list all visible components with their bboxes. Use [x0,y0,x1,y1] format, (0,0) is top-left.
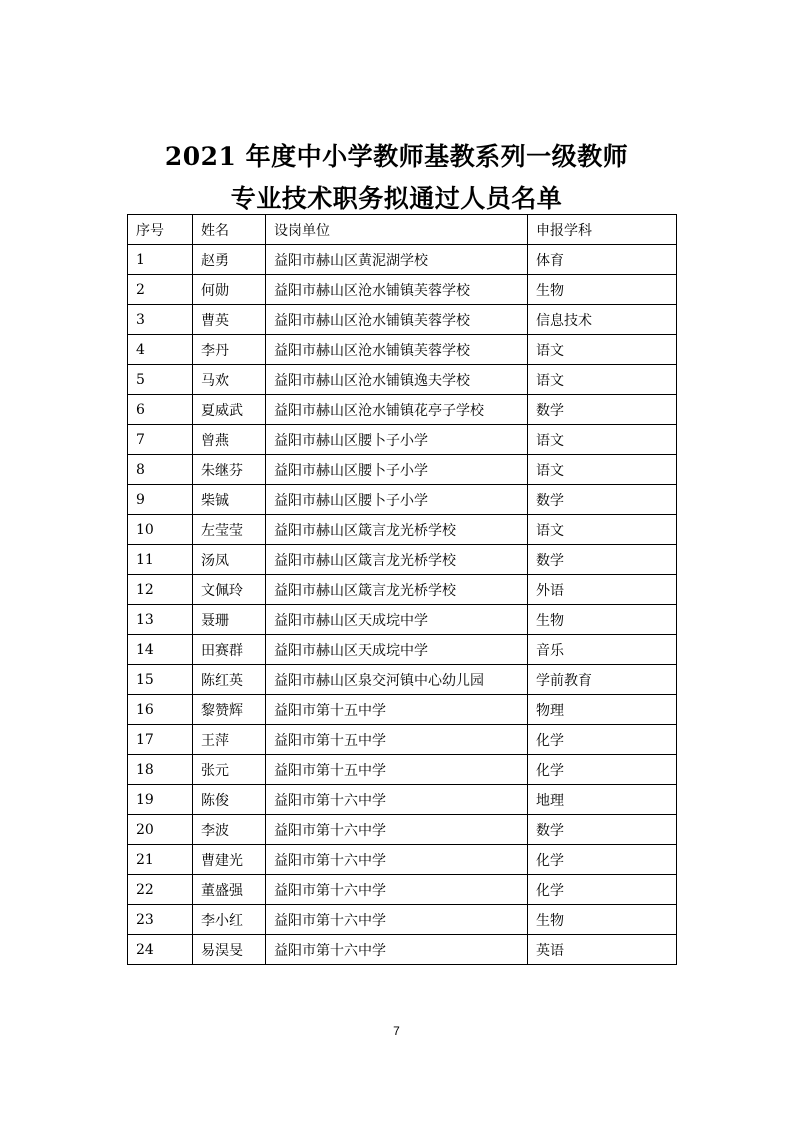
cell-subject: 语文 [528,515,677,545]
cell-number: 21 [128,845,193,875]
cell-number: 22 [128,875,193,905]
cell-name: 夏威武 [193,395,266,425]
cell-unit: 益阳市赫山区天成垸中学 [266,605,528,635]
cell-number: 2 [128,275,193,305]
cell-unit: 益阳市赫山区沧水铺镇芙蓉学校 [266,305,528,335]
cell-subject: 化学 [528,845,677,875]
table-row [128,305,677,335]
cell-unit: 益阳市第十六中学 [266,785,528,815]
cell-name: 汤凤 [193,545,266,575]
table-row [128,845,677,875]
roster-table [127,214,677,965]
cell-subject: 体育 [528,245,677,275]
table-row [128,725,677,755]
cell-unit: 益阳市第十六中学 [266,815,528,845]
table-row [128,755,677,785]
table-row [128,575,677,605]
cell-number: 6 [128,395,193,425]
table-row [128,815,677,845]
header-name: 姓名 [193,215,266,245]
cell-unit: 益阳市第十六中学 [266,875,528,905]
cell-number: 18 [128,755,193,785]
cell-subject: 英语 [528,935,677,965]
cell-name: 赵勇 [193,245,266,275]
header-unit: 设岗单位 [266,215,528,245]
cell-unit: 益阳市赫山区沧水铺镇芙蓉学校 [266,335,528,365]
cell-unit: 益阳市赫山区腰卜子小学 [266,485,528,515]
cell-subject: 生物 [528,605,677,635]
cell-subject: 学前教育 [528,665,677,695]
cell-unit: 益阳市赫山区黄泥湖学校 [266,245,528,275]
cell-name: 柴铖 [193,485,266,515]
cell-number: 5 [128,365,193,395]
cell-subject: 信息技术 [528,305,677,335]
cell-name: 李丹 [193,335,266,365]
cell-name: 朱继芬 [193,455,266,485]
cell-number: 3 [128,305,193,335]
cell-number: 1 [128,245,193,275]
cell-subject: 化学 [528,755,677,785]
cell-number: 10 [128,515,193,545]
table-row [128,455,677,485]
table-row [128,365,677,395]
cell-unit: 益阳市第十五中学 [266,725,528,755]
cell-number: 13 [128,605,193,635]
table-row [128,635,677,665]
cell-number: 12 [128,575,193,605]
cell-unit: 益阳市赫山区箴言龙光桥学校 [266,575,528,605]
cell-unit: 益阳市赫山区沧水铺镇逸夫学校 [266,365,528,395]
cell-subject: 物理 [528,695,677,725]
cell-number: 15 [128,665,193,695]
table-row [128,605,677,635]
title-line-1: 2021 年度中小学教师基教系列一级教师 [164,142,629,171]
table-row [128,395,677,425]
cell-name: 陈红英 [193,665,266,695]
table-row [128,785,677,815]
table-row [128,695,677,725]
cell-unit: 益阳市第十五中学 [266,755,528,785]
table-row [128,275,677,305]
cell-name: 张元 [193,755,266,785]
cell-unit: 益阳市第十六中学 [266,845,528,875]
cell-unit: 益阳市赫山区天成垸中学 [266,635,528,665]
table-row [128,335,677,365]
cell-subject: 生物 [528,905,677,935]
cell-name: 曾燕 [193,425,266,455]
cell-subject: 语文 [528,455,677,485]
cell-unit: 益阳市赫山区泉交河镇中心幼儿园 [266,665,528,695]
cell-name: 马欢 [193,365,266,395]
cell-name: 文佩玲 [193,575,266,605]
cell-subject: 语文 [528,365,677,395]
table-header-row [128,215,677,245]
table-row [128,425,677,455]
cell-number: 16 [128,695,193,725]
table-row [128,545,677,575]
cell-subject: 语文 [528,425,677,455]
table-row [128,875,677,905]
cell-name: 黎赞辉 [193,695,266,725]
cell-unit: 益阳市赫山区腰卜子小学 [266,455,528,485]
table-row [128,935,677,965]
cell-number: 19 [128,785,193,815]
cell-name: 田赛群 [193,635,266,665]
cell-number: 23 [128,905,193,935]
cell-number: 7 [128,425,193,455]
cell-number: 11 [128,545,193,575]
title-line-2: 专业技术职务拟通过人员名单 [230,184,563,213]
cell-subject: 地理 [528,785,677,815]
page-number: 7 [393,1024,400,1038]
table-row [128,485,677,515]
table-body [128,245,677,965]
cell-subject: 外语 [528,575,677,605]
cell-unit: 益阳市赫山区腰卜子小学 [266,425,528,455]
cell-subject: 数学 [528,545,677,575]
cell-unit: 益阳市第十六中学 [266,935,528,965]
cell-name: 王萍 [193,725,266,755]
cell-unit: 益阳市赫山区沧水铺镇花亭子学校 [266,395,528,425]
cell-subject: 数学 [528,485,677,515]
cell-name: 董盛强 [193,875,266,905]
cell-number: 4 [128,335,193,365]
cell-name: 李小红 [193,905,266,935]
cell-name: 何勋 [193,275,266,305]
cell-subject: 音乐 [528,635,677,665]
table-row [128,245,677,275]
header-number: 序号 [128,215,193,245]
cell-unit: 益阳市第十六中学 [266,905,528,935]
cell-number: 14 [128,635,193,665]
cell-number: 24 [128,935,193,965]
cell-subject: 化学 [528,725,677,755]
cell-name: 左莹莹 [193,515,266,545]
cell-subject: 生物 [528,275,677,305]
cell-unit: 益阳市赫山区箴言龙光桥学校 [266,545,528,575]
cell-name: 易淏旻 [193,935,266,965]
cell-subject: 化学 [528,875,677,905]
cell-name: 聂珊 [193,605,266,635]
cell-number: 17 [128,725,193,755]
cell-unit: 益阳市第十五中学 [266,695,528,725]
cell-unit: 益阳市赫山区沧水铺镇芙蓉学校 [266,275,528,305]
cell-subject: 数学 [528,395,677,425]
document-title [0,136,793,220]
cell-number: 9 [128,485,193,515]
header-subject: 申报学科 [528,215,677,245]
cell-subject: 数学 [528,815,677,845]
cell-name: 李波 [193,815,266,845]
table-row [128,515,677,545]
table-row [128,665,677,695]
cell-number: 20 [128,815,193,845]
cell-name: 曹建光 [193,845,266,875]
cell-name: 陈俊 [193,785,266,815]
cell-subject: 语文 [528,335,677,365]
table-row [128,905,677,935]
cell-unit: 益阳市赫山区箴言龙光桥学校 [266,515,528,545]
cell-number: 8 [128,455,193,485]
cell-name: 曹英 [193,305,266,335]
